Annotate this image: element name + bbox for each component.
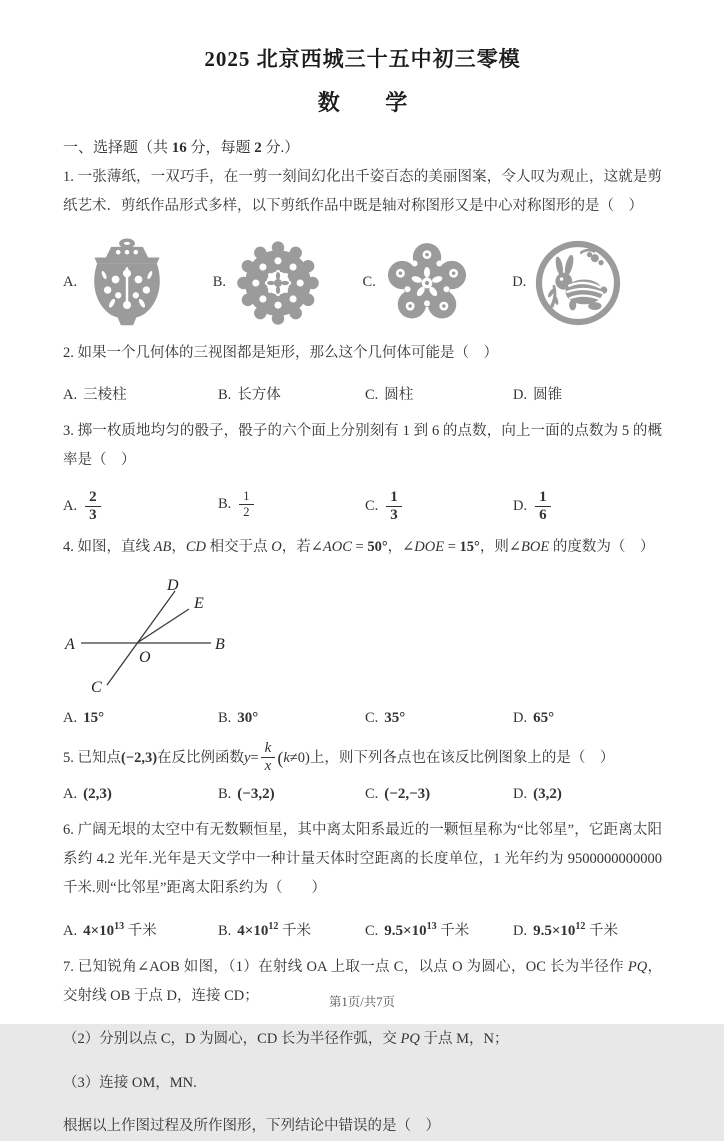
q6-option-d-exponent: 12 [575,920,586,932]
page-footer: 第1页/共7页 [329,995,395,1009]
q4-text-part: = [351,539,368,555]
figure-label-O: O [139,648,151,666]
q5-option-c [365,781,513,807]
fraction-numerator: 2 [89,488,97,505]
q4-math-BOE: BOE [521,539,550,555]
q4-text-part: ，若∠ [281,539,323,555]
question-5-text [63,741,662,776]
question-4-options [63,705,662,731]
q6-option-c-exponent: 13 [426,920,437,932]
question-7-step-2 [63,1025,662,1054]
q2-option-a [63,382,218,408]
q1-option-a-label: A. [63,274,78,290]
q5-text-part: = [250,749,259,766]
q1-option-d-label: D. [512,274,527,290]
q4-option-d [513,705,662,731]
q7-text-part: （2）分别以点 C，D 为圆心，CD 长为半径作弧，交 [63,1031,401,1047]
q6-option-a [63,918,218,944]
q6-option-c-label: C. [365,922,379,939]
q7-arc-PQ: PQ [400,1031,420,1047]
fraction-numerator: 1 [390,488,398,505]
q3-option-b-fraction [239,490,253,519]
q3-option-d-label: D. [513,497,528,514]
q6-option-a-base: 4×10 [83,922,115,939]
question-6-text: 6. 广阔无垠的太空中有无数颗恒星，其中离太阳系最近的一颗恒星称为“比邻星”，它距离太阳系约 4.2 光年.光年是天文学中一种计量天体时空距离的长度单位，1 光年约为 9500000000000 千米.则“比邻星”距离太阳系约为（ ） [63,822,662,896]
q7-text-part: 7. 已知锐角∠AOB 如图，（1）在射线 OA 上取一点 C，以点 O 为圆心，OC 长为半径作 [63,958,628,975]
q1-option-c [363,236,513,330]
q3-option-c [365,490,513,525]
fraction-numerator: 1 [243,488,250,503]
q3-option-a [63,490,218,525]
q4-option-d-value: 65° [533,709,555,726]
q3-option-b-label: B. [218,495,232,512]
fraction-denominator: 3 [386,506,402,524]
q3-option-d-fraction [535,490,551,525]
q3-option-b [218,490,365,525]
q1-option-b-label: B. [212,274,227,290]
q4-option-b-label: B. [218,709,232,726]
star-papercut-icon [382,236,472,330]
q1-option-d [512,236,662,330]
q3-option-c-fraction [386,490,402,525]
q6-option-c-unit: 千米 [436,922,470,939]
q6-option-c [365,918,513,944]
fraction-numerator: 1 [539,488,547,505]
q1-option-c-label: C. [362,274,376,290]
section-each-points: 2 [254,140,262,156]
q2-option-b [218,382,365,408]
q5-text-part: 5. 已知点 [63,749,121,766]
section-heading [63,138,662,158]
q2-option-d [513,382,662,408]
q6-option-d-base: 9.5×10 [533,922,576,939]
q6-option-d-unit: 千米 [585,922,619,939]
q4-option-a-value: 15° [83,709,105,726]
q7-arc-PQ: PQ [627,958,648,975]
fraction-denominator: 6 [535,506,551,524]
q5-option-b-label: B. [218,786,232,802]
q4-geometry-figure [63,577,323,699]
q4-math-O: O [271,539,282,555]
q4-text-part: = [444,539,460,555]
q4-value-15deg: 15° [459,539,480,555]
round-mandala-papercut-icon [232,236,324,330]
q6-option-a-value [83,920,125,939]
q6-option-b [218,918,365,944]
fraction-denominator: 3 [85,506,101,524]
rabbit-medallion-papercut-icon [532,236,624,330]
q5-option-d-value: (3,2) [533,786,562,802]
q5-fraction-k-over-x [261,741,276,776]
question-2-options [63,382,662,408]
q4-math-AOC: AOC [322,539,352,555]
subject-title [63,90,662,116]
q5-text-part: 在反比例函数 [157,749,245,766]
q6-option-d-value [533,920,586,939]
q5-math-k: k [283,749,290,766]
q3-option-a-fraction [85,490,101,525]
q3-option-c-label: C. [365,497,379,514]
question-7-conclusion: 根据以上作图过程及所作图形，下列结论中错误的是（ ） [63,1118,440,1134]
q5-option-a-label: A. [63,786,78,802]
q5-option-b [218,781,365,807]
q2-option-a-label: A. [63,387,78,403]
q7-text-part: 于点 M，N； [419,1031,509,1047]
q4-value-50deg: 50° [367,539,388,555]
q4-option-b [218,705,365,731]
question-5-options [63,781,662,807]
q2-option-b-value: 长方体 [237,387,281,403]
q6-option-a-unit: 千米 [124,922,157,939]
q4-option-a-label: A. [63,709,78,726]
q4-option-c-label: C. [365,709,379,726]
q6-option-c-base: 9.5×10 [384,922,427,939]
section-heading-text2: 分，每题 [186,140,255,156]
q2-option-d-value: 圆锥 [533,387,563,403]
q6-option-d [513,918,662,944]
fraction-numerator: k [264,739,272,756]
q2-option-c-value: 圆柱 [384,387,414,403]
q4-option-a [63,705,218,731]
q5-option-d [513,781,662,807]
q3-option-a-label: A. [63,497,78,514]
q3-option-d [513,490,662,525]
question-1-text: 1. 一张薄纸，一双巧手，在一剪一刻间幻化出千姿百态的美丽图案，令人叹为观止，这就是剪纸艺术．剪纸作品形式多样，以下剪纸作品中既是轴对称图形又是中心对称图形的是（ ） [63,169,662,214]
question-3-options [63,490,662,525]
question-2-text: 2. 如果一个几何体的三视图都是矩形，那么这个几何体可能是（ ） [63,344,498,361]
figure-label-D: D [167,576,179,594]
q4-math-AB: AB [153,539,172,555]
q5-option-a-value: (2,3) [83,786,112,802]
section-heading-text: 一、选择题（共 [63,140,172,156]
flower-basket-papercut-icon [83,236,171,330]
question-6-options [63,918,662,944]
q2-option-a-value: 三棱柱 [83,387,127,403]
subject-char-second: 学 [385,90,408,115]
q5-option-c-value: (−2,−3) [384,786,431,802]
q4-math-CD: CD [185,539,206,555]
q2-option-c-label: C. [365,387,379,403]
q5-option-b-value: (−3,2) [237,786,275,802]
q4-math-DOE: DOE [414,539,445,555]
q6-option-c-value [384,920,437,939]
q5-option-d-label: D. [513,786,528,802]
q2-option-c [365,382,513,408]
page-title: 2025 北京西城三十五中初三零模 [204,47,521,71]
q4-text-part: 4. 如图，直线 [63,539,154,555]
q5-paren-open: ( [277,747,284,768]
q1-option-a [63,236,213,330]
figure-label-A: A [65,635,75,653]
q2-option-d-label: D. [513,387,528,403]
q5-text-part: ≠0)上，则下列各点也在该反比例图象上的是（ ） [289,749,615,766]
q4-option-d-label: D. [513,709,528,726]
q4-option-b-value: 30° [237,709,259,726]
q7-text-part: ，交射线 OB 于点 D，连接 CD； [63,958,662,1004]
question-1-image-options [63,236,662,330]
q6-option-b-label: B. [218,922,232,939]
q4-text-part: 的度数为（ ） [549,539,655,555]
fraction-denominator: x [261,757,276,775]
q6-option-b-base: 4×10 [237,922,269,939]
figure-label-E: E [194,594,204,612]
question-4-text [63,533,662,562]
q2-option-b-label: B. [218,387,232,403]
q6-option-b-value [237,920,279,939]
q4-text-part: ， [171,539,186,555]
q5-option-c-label: C. [365,786,379,802]
subject-char-first: 数 [317,90,340,115]
q4-text-part: ，∠ [387,539,415,555]
q6-option-d-label: D. [513,922,528,939]
q4-option-c-value: 35° [384,709,406,726]
q5-math-y: y [244,749,251,766]
figure-label-B: B [215,635,225,653]
q6-option-b-unit: 千米 [278,922,311,939]
q1-option-b [213,236,363,330]
q6-option-b-exponent: 12 [268,920,279,932]
fraction-denominator: 2 [239,504,253,519]
q4-option-c [365,705,513,731]
section-heading-text3: 分.） [261,140,300,156]
question-7-step-3: （3）连接 OM，MN. [63,1074,197,1091]
q5-option-a [63,781,218,807]
q6-option-a-label: A. [63,922,78,939]
q6-option-a-exponent: 13 [114,920,125,932]
figure-label-C: C [91,678,102,696]
q4-text-part: ，则∠ [479,539,522,555]
q4-text-part: 相交于点 [206,539,272,555]
q5-point-value: (−2,3) [121,749,158,766]
question-3-text: 3. 掷一枚质地均匀的骰子，骰子的六个面上分别刻有 1 到 6 的点数，向上一面的点数为 5 的概率是（ ） [63,423,662,468]
section-total-points: 16 [171,140,187,156]
